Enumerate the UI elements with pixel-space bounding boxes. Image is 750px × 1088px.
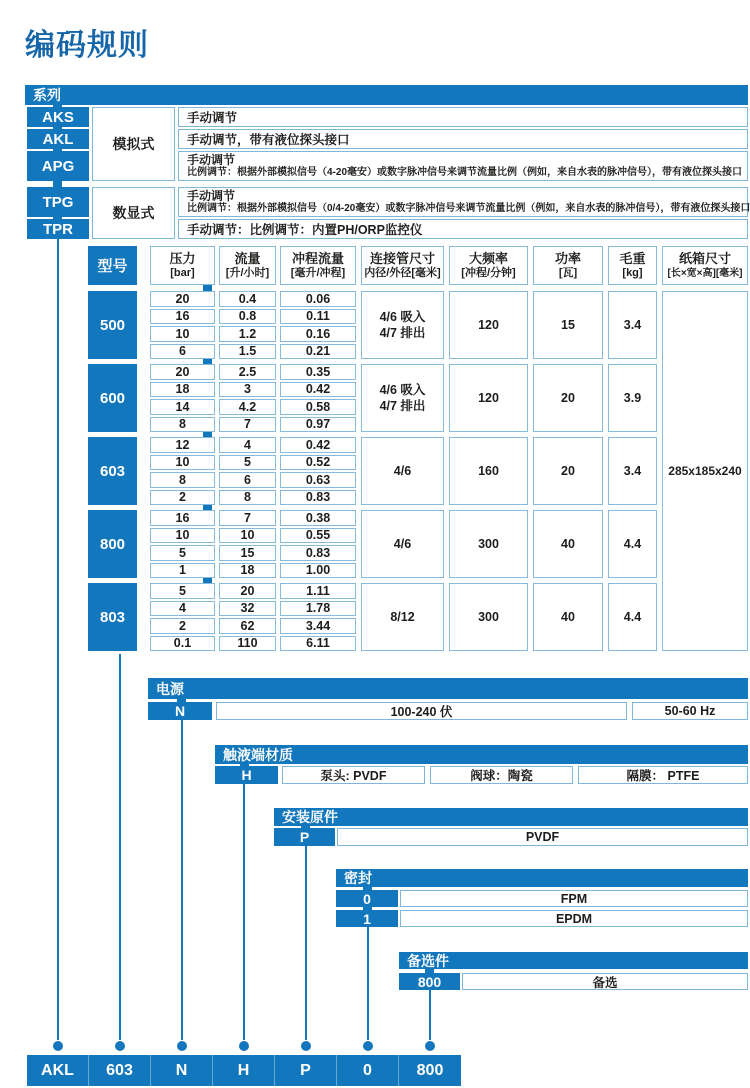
spec-header-carton-label: 纸箱尺寸 bbox=[678, 250, 731, 266]
conn-cell bbox=[361, 510, 444, 578]
series-type-analog: 模拟式 bbox=[92, 107, 175, 181]
flow-cell: 4 bbox=[219, 437, 276, 453]
connector-line-seal bbox=[367, 927, 369, 1040]
flow-cell: 110 bbox=[219, 636, 276, 652]
install-code-box: P bbox=[274, 828, 335, 846]
pressure-cell: 20 bbox=[150, 291, 215, 307]
connector-line-options bbox=[429, 990, 431, 1040]
freq-cell: 160 bbox=[449, 437, 528, 505]
power-cell: 15 bbox=[533, 291, 603, 359]
seal-section-header bbox=[336, 869, 748, 887]
code-segment-power: N bbox=[151, 1055, 213, 1086]
flow-cell: 7 bbox=[219, 417, 276, 433]
install-section-header bbox=[274, 808, 748, 826]
options-value-box: 备选 bbox=[462, 973, 748, 990]
weight-cell: 4.4 bbox=[608, 583, 657, 651]
stroke-cell: 0.83 bbox=[280, 545, 356, 561]
power-section-header bbox=[148, 678, 748, 699]
pressure-cell: 16 bbox=[150, 309, 215, 325]
seal-value-fpm-box: FPM bbox=[400, 890, 748, 907]
series-code-apg: APG bbox=[27, 151, 89, 181]
seal-code-1-box: 1 bbox=[336, 910, 398, 927]
conn-line: 4/7 排出 bbox=[379, 399, 426, 413]
pressure-cell: 0.1 bbox=[150, 636, 215, 652]
material-code-box: H bbox=[215, 766, 278, 784]
series-desc-apg-line1: 手动调节 bbox=[187, 153, 236, 167]
series-desc-akl: 手动调节，带有液位探头接口 bbox=[178, 129, 748, 149]
power-cell: 40 bbox=[533, 510, 603, 578]
spec-header-pressure-label: 压力 bbox=[169, 250, 196, 266]
spec-header-stroke bbox=[280, 246, 356, 285]
weight-cell: 3.4 bbox=[608, 291, 657, 359]
model-block-500 bbox=[88, 291, 748, 359]
conn-line: 4/6 bbox=[393, 464, 412, 478]
pressure-cell: 4 bbox=[150, 601, 215, 617]
conn-line: 4/6 bbox=[393, 537, 412, 551]
install-section-header-label: 安装原件 bbox=[282, 809, 338, 825]
material-diaphragm-box: 隔膜： PTFE bbox=[578, 766, 748, 784]
spec-header-carton-unit: [长×宽×高][毫米] bbox=[667, 267, 743, 279]
seal-section-header-label: 密封 bbox=[344, 870, 372, 886]
pressure-cell: 18 bbox=[150, 382, 215, 398]
stroke-cell: 0.21 bbox=[280, 344, 356, 360]
power-frequency-box: 50-60 Hz bbox=[632, 702, 748, 720]
series-desc-tpg-line2: 比例调节：根据外部模拟信号（0/4-20毫安）或数字脉冲信号来调节流量比例（例如，来自水表的脉冲信号），带有液位探头接口 bbox=[187, 203, 750, 214]
spec-header-pressure bbox=[150, 246, 215, 285]
power-section-header-label: 电源 bbox=[156, 680, 184, 697]
flow-cell: 3 bbox=[219, 382, 276, 398]
material-valve-ball-box: 阀球：陶瓷 bbox=[430, 766, 573, 784]
carton-size-cell: 285x185x240 bbox=[662, 291, 748, 651]
power-cell: 40 bbox=[533, 583, 603, 651]
options-section-header-label: 备选件 bbox=[407, 952, 449, 969]
conn-line: 4/6 吸入 bbox=[379, 383, 426, 397]
pressure-cell: 6 bbox=[150, 344, 215, 360]
series-section-header bbox=[25, 85, 748, 105]
stroke-cell: 0.58 bbox=[280, 399, 356, 415]
pressure-cell: 2 bbox=[150, 490, 215, 506]
pressure-cell: 10 bbox=[150, 528, 215, 544]
connector-dot bbox=[53, 1041, 63, 1051]
stroke-cell: 0.55 bbox=[280, 528, 356, 544]
series-desc-tpr: 手动调节：比例调节：内置PH/ORP监控仪 bbox=[178, 219, 748, 239]
material-section-header-label: 触液端材质 bbox=[223, 746, 293, 763]
spec-header-carton bbox=[662, 246, 748, 285]
series-connector-nub bbox=[53, 217, 62, 219]
stroke-cell: 1.00 bbox=[280, 563, 356, 579]
code-bar bbox=[27, 1055, 461, 1086]
conn-cell bbox=[361, 291, 444, 359]
spec-header-freq-unit: [冲程/分钟] bbox=[461, 266, 516, 279]
stroke-cell: 6.11 bbox=[280, 636, 356, 652]
connector-line-power bbox=[181, 720, 183, 1040]
flow-cell: 15 bbox=[219, 545, 276, 561]
series-desc-apg-line2: 比例调节：根据外部模拟信号（4-20毫安）或数字脉冲信号来调节流量比例（例如，来自水表的脉冲信号），带有液位探头接口 bbox=[187, 167, 743, 178]
series-connector-nub bbox=[53, 181, 62, 187]
spec-header-weight bbox=[608, 246, 657, 285]
series-desc-apg bbox=[178, 151, 748, 181]
conn-line: 8/12 bbox=[390, 610, 415, 624]
freq-cell: 300 bbox=[449, 583, 528, 651]
spec-header-stroke-unit: [毫升/冲程] bbox=[290, 266, 346, 279]
connector-dot bbox=[115, 1041, 125, 1051]
flow-cell: 0.8 bbox=[219, 309, 276, 325]
spec-table bbox=[88, 246, 748, 654]
spec-header-conn-label: 连接管尺寸 bbox=[369, 250, 435, 266]
options-section-header bbox=[399, 952, 748, 969]
stroke-cell: 0.35 bbox=[280, 364, 356, 380]
flow-cell: 1.2 bbox=[219, 326, 276, 342]
pressure-cell: 14 bbox=[150, 399, 215, 415]
stroke-cell: 0.52 bbox=[280, 455, 356, 471]
flow-cell: 20 bbox=[219, 583, 276, 599]
spec-header-flow-unit: [升/小时] bbox=[225, 266, 270, 279]
code-segment-options: 800 bbox=[416, 1061, 444, 1079]
connector-line-material bbox=[243, 784, 245, 1040]
connector-dot bbox=[239, 1041, 249, 1051]
model-cell: 803 bbox=[88, 583, 137, 651]
pressure-cell: 2 bbox=[150, 618, 215, 634]
series-desc-tpg bbox=[178, 187, 748, 217]
pressure-cell: 12 bbox=[150, 437, 215, 453]
spec-header-freq-label: 大频率 bbox=[468, 250, 508, 266]
flow-cell: 6 bbox=[219, 472, 276, 488]
flow-cell: 4.2 bbox=[219, 399, 276, 415]
spec-header-power-unit: [瓦] bbox=[558, 266, 578, 279]
conn-cell bbox=[361, 437, 444, 505]
conn-cell bbox=[361, 583, 444, 651]
spec-header-flow bbox=[219, 246, 276, 285]
stroke-cell: 3.44 bbox=[280, 618, 356, 634]
code-segment-model: 603 bbox=[89, 1055, 151, 1086]
flow-cell: 8 bbox=[219, 490, 276, 506]
spec-header-power-label: 功率 bbox=[554, 250, 581, 266]
flow-cell: 32 bbox=[219, 601, 276, 617]
connector-line-model bbox=[119, 654, 121, 1040]
stroke-cell: 0.38 bbox=[280, 510, 356, 526]
options-code-box: 800 bbox=[399, 973, 460, 990]
conn-line: 4/7 排出 bbox=[379, 326, 426, 340]
code-segment-install: P bbox=[275, 1055, 337, 1086]
material-pump-head-box: 泵头: PVDF bbox=[282, 766, 425, 784]
flow-cell: 1.5 bbox=[219, 344, 276, 360]
spec-header-power bbox=[533, 246, 603, 285]
stroke-cell: 0.16 bbox=[280, 326, 356, 342]
spec-header-conn-unit: 内径/外径[毫米] bbox=[364, 266, 441, 279]
series-desc-tpg-line1: 手动调节 bbox=[187, 189, 236, 203]
stroke-cell: 0.97 bbox=[280, 417, 356, 433]
stroke-cell: 0.42 bbox=[280, 382, 356, 398]
pressure-cell: 10 bbox=[150, 455, 215, 471]
freq-cell: 120 bbox=[449, 291, 528, 359]
model-cell: 603 bbox=[88, 437, 137, 505]
series-section-header-label: 系列 bbox=[33, 87, 61, 103]
stroke-cell: 0.63 bbox=[280, 472, 356, 488]
pressure-cell: 1 bbox=[150, 563, 215, 579]
connector-dot bbox=[177, 1041, 187, 1051]
conn-cell bbox=[361, 364, 444, 432]
page-title: 编码规则 bbox=[25, 29, 149, 62]
model-block-803 bbox=[88, 583, 748, 651]
seal-value-epdm-box: EPDM bbox=[400, 910, 748, 927]
material-section-header bbox=[215, 745, 748, 764]
flow-cell: 10 bbox=[219, 528, 276, 544]
connector-dot bbox=[363, 1041, 373, 1051]
power-cell: 20 bbox=[533, 437, 603, 505]
conn-line: 4/6 吸入 bbox=[379, 310, 426, 324]
weight-cell: 3.4 bbox=[608, 437, 657, 505]
series-desc-aks: 手动调节 bbox=[178, 107, 748, 127]
pressure-cell: 8 bbox=[150, 472, 215, 488]
series-connector-nub bbox=[53, 149, 62, 151]
pressure-cell: 5 bbox=[150, 545, 215, 561]
seal-code-0-box: 0 bbox=[336, 890, 398, 907]
code-segment-seal: 0 bbox=[337, 1055, 399, 1086]
spec-header-weight-label: 毛重 bbox=[619, 250, 646, 266]
connector-dot bbox=[425, 1041, 435, 1051]
series-type-digital: 数显式 bbox=[92, 187, 175, 239]
model-cell: 800 bbox=[88, 510, 137, 578]
stroke-cell: 1.11 bbox=[280, 583, 356, 599]
pressure-cell: 5 bbox=[150, 583, 215, 599]
power-voltage-box: 100-240 伏 bbox=[216, 702, 627, 720]
pressure-cell: 16 bbox=[150, 510, 215, 526]
power-code-box: N bbox=[148, 702, 212, 720]
series-code-tpr: TPR bbox=[27, 219, 89, 239]
pressure-cell: 8 bbox=[150, 417, 215, 433]
connector-dot bbox=[301, 1041, 311, 1051]
series-code-akl: AKL bbox=[27, 129, 89, 149]
model-block-600 bbox=[88, 364, 748, 432]
stroke-cell: 0.06 bbox=[280, 291, 356, 307]
code-segment-material: H bbox=[213, 1055, 275, 1086]
freq-cell: 120 bbox=[449, 364, 528, 432]
flow-cell: 5 bbox=[219, 455, 276, 471]
weight-cell: 3.9 bbox=[608, 364, 657, 432]
spec-header-stroke-label: 冲程流量 bbox=[291, 250, 344, 266]
code-segment-series: AKL bbox=[27, 1055, 89, 1086]
series-code-aks: AKS bbox=[27, 107, 89, 127]
stroke-cell: 0.11 bbox=[280, 309, 356, 325]
flow-cell: 0.4 bbox=[219, 291, 276, 307]
connector-line-series bbox=[57, 239, 59, 1040]
model-cell: 600 bbox=[88, 364, 137, 432]
flow-cell: 62 bbox=[219, 618, 276, 634]
flow-cell: 7 bbox=[219, 510, 276, 526]
series-connector-nub bbox=[53, 127, 62, 129]
model-block-603 bbox=[88, 437, 748, 505]
stroke-cell: 0.42 bbox=[280, 437, 356, 453]
stroke-cell: 0.83 bbox=[280, 490, 356, 506]
stroke-cell: 1.78 bbox=[280, 601, 356, 617]
spec-header-conn bbox=[361, 246, 444, 285]
install-value-box: PVDF bbox=[337, 828, 748, 846]
weight-cell: 4.4 bbox=[608, 510, 657, 578]
series-connector-nub bbox=[53, 105, 62, 107]
model-block-800 bbox=[88, 510, 748, 578]
series-code-tpg: TPG bbox=[27, 187, 89, 217]
connector-line-install bbox=[305, 846, 307, 1040]
flow-cell: 2.5 bbox=[219, 364, 276, 380]
spec-header-weight-unit: [kg] bbox=[622, 266, 643, 279]
pressure-cell: 20 bbox=[150, 364, 215, 380]
spec-header-freq bbox=[449, 246, 528, 285]
spec-header-model: 型号 bbox=[88, 246, 137, 285]
model-cell: 500 bbox=[88, 291, 137, 359]
power-cell: 20 bbox=[533, 364, 603, 432]
freq-cell: 300 bbox=[449, 510, 528, 578]
spec-header-pressure-unit: [bar] bbox=[170, 266, 195, 279]
flow-cell: 18 bbox=[219, 563, 276, 579]
pressure-cell: 10 bbox=[150, 326, 215, 342]
spec-header-flow-label: 流量 bbox=[234, 250, 261, 266]
